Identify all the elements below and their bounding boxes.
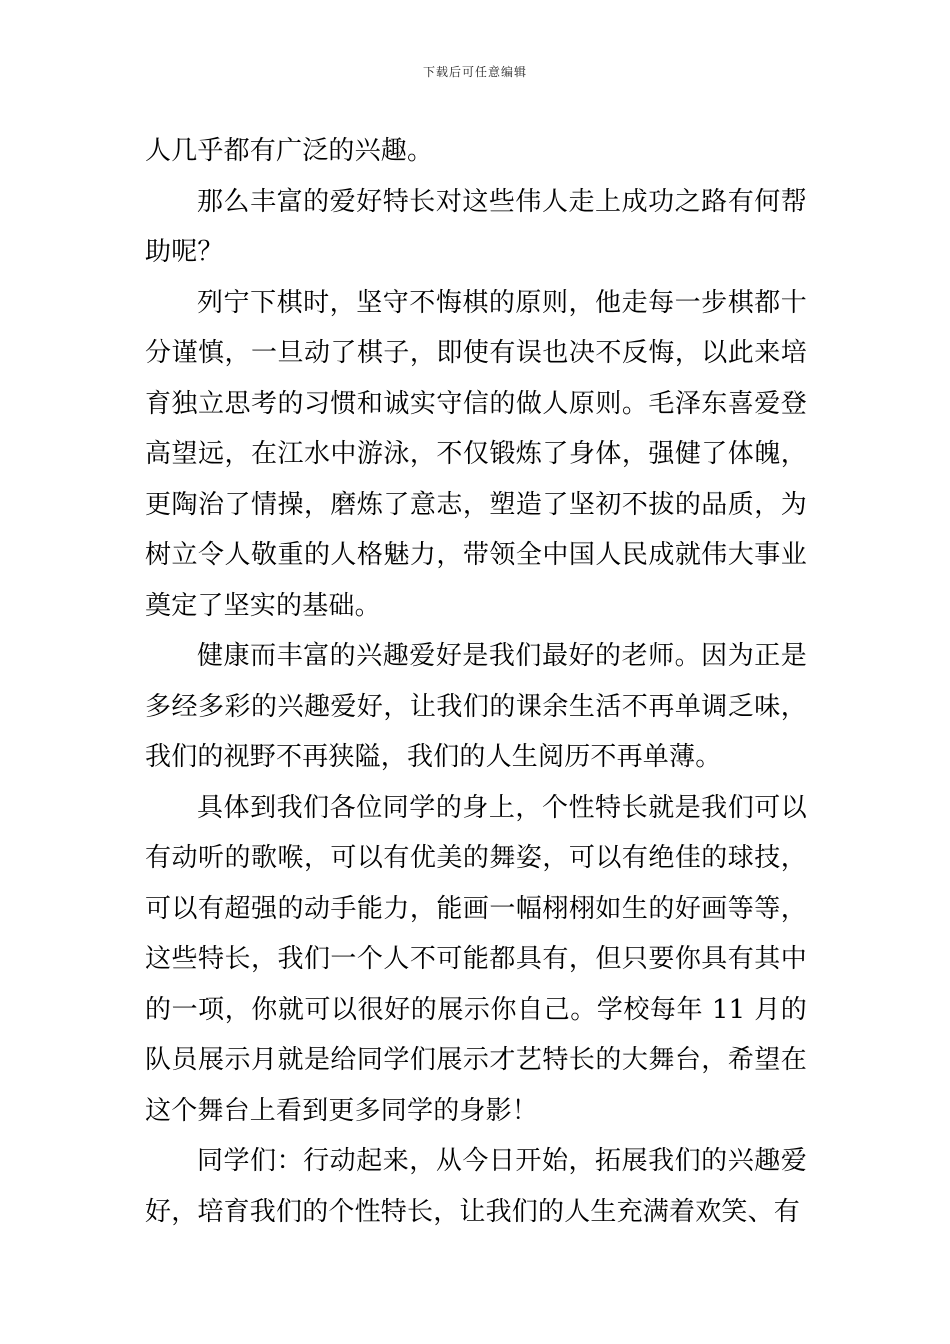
document-body: [145, 126, 807, 1237]
paragraph-1: 人几乎都有广泛的兴趣。: [145, 136, 434, 166]
paragraph-2: 那么丰富的爱好特长对这些伟人走上成功之路有何帮助呢？: [145, 186, 807, 267]
paragraph-5: 具体到我们各位同学的身上，个性特长就是我们可以有动听的歌喉，可以有优美的舞姿，可以有绝佳的球技，可以有超强的动手能力，能画一幅栩栩如生的好画等等，这些特长，我们一个人不可能都具有，但只要你具有其中的一项，你就可以很好的展示你自己。学校每年 11 月的队员展示月就是给同学们展示才艺特长的大舞台，希望在这个舞台上看到更多同学的身影！: [145, 792, 807, 1126]
paragraph-6: 同学们：行动起来，从今日开始，拓展我们的兴趣爱好，培育我们的个性特长，让我们的人生充满着欢笑、有: [145, 1146, 807, 1227]
paragraph-4: 健康而丰富的兴趣爱好是我们最好的老师。因为正是多经多彩的兴趣爱好，让我们的课余生活不再单调乏味，我们的视野不再狭隘，我们的人生阅历不再单薄。: [145, 641, 807, 772]
paragraph-3: 列宁下棋时，坚守不悔棋的原则，他走每一步棋都十分谨慎，一旦动了棋子，即使有误也决不反悔，以此来培育独立思考的习惯和诚实守信的做人原则。毛泽东喜爱登高望远，在江水中游泳，不仅锻炼了身体，强健了体魄，更陶治了情操，磨炼了意志，塑造了坚初不拔的品质，为树立令人敬重的人格魅力，带领全中国人民成就伟大事业奠定了坚实的基础。: [145, 287, 807, 621]
page-header: 下载后可任意编辑: [422, 65, 527, 79]
